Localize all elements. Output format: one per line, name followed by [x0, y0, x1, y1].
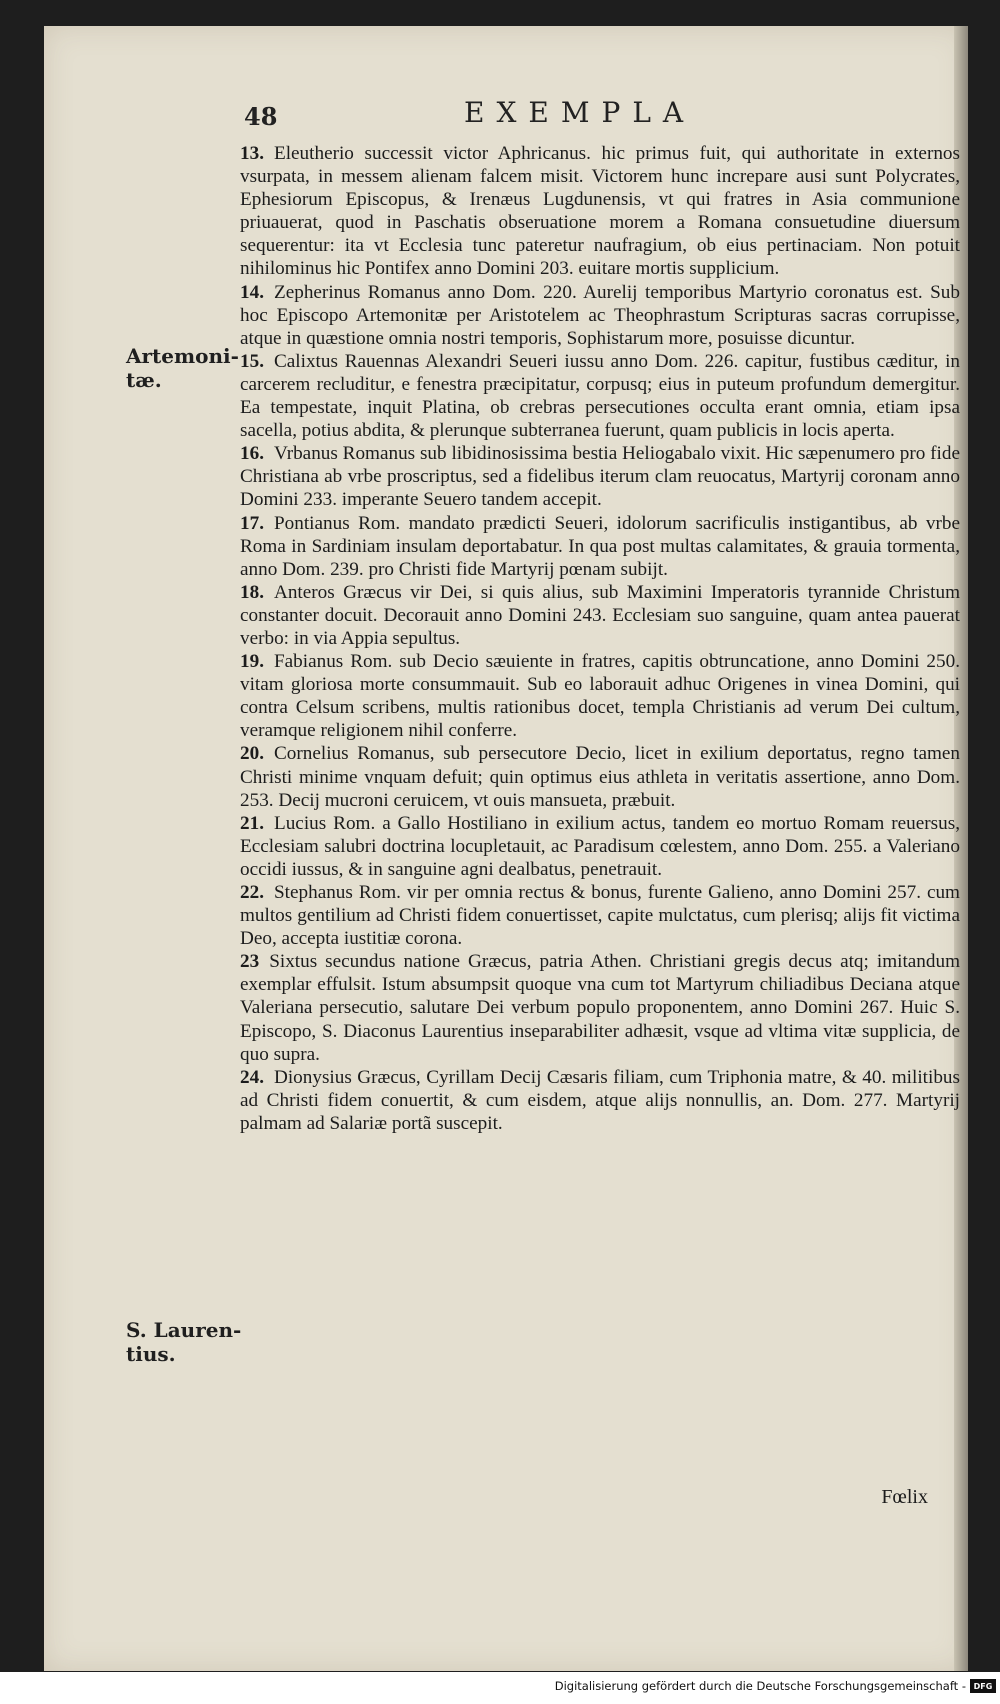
paragraph-text: Zepherinus Romanus anno Dom. 220. Aurelij temporibus Martyrio coronatus est. Sub hoc Episcopo Artemonitæ per Aristotelem ac Theophrastum Scripturas sacras corrupisse, atque in quæstione omnia nostri temporis, Sophistarum more, posuisse dicuntur. [240, 281, 960, 349]
paragraph-number: 17. [240, 512, 264, 534]
paragraph-number: 18. [240, 581, 264, 603]
dfg-logo: DFG [970, 1679, 996, 1693]
paragraph [240, 1066, 960, 1135]
paragraph [240, 442, 960, 511]
paragraph-number: 24. [240, 1066, 264, 1088]
paragraph [240, 812, 960, 881]
digitization-footer [0, 1672, 1000, 1704]
body-text [240, 142, 960, 1135]
paragraph-number: 16. [240, 443, 264, 465]
paragraph [240, 742, 960, 811]
paragraph [240, 281, 960, 350]
footer-credit: Digitalisierung gefördert durch die Deutsche Forschungsgemeinschaft - [554, 1679, 966, 1693]
paragraph-number: 13. [240, 143, 264, 164]
catchword: Fœlix [881, 1486, 928, 1508]
paragraph-text: Fabianus Rom. sub Decio sæuiente in fratres, capitis obtruncatione, anno Domini 250. vitam gloriosa morte consummauit. Sub eo laborauit adhuc Origenes in vinea Domini, qui contra Celsum scribens, multis rationibus docet, templa Christianis ad verum Dei cultum, veramque religionem nihil conferre. [240, 651, 960, 742]
running-head: EXEMPLA [464, 96, 696, 129]
paragraph-text: Stephanus Rom. vir per omnia rectus & bonus, furente Galieno, anno Domini 257. cum multos gentilium ad Christi fidem conuertisset, capite mulctatus, cum plerisq; alijs fit victima Deo, accepta iustitiæ corona. [240, 882, 960, 950]
paragraph-number: 15. [240, 350, 264, 372]
paragraph-text: Vrbanus Romanus sub libidinosissima bestia Heliogabalo vixit. Hic sæpenumero pro fide Christiana ab vrbe proscriptus, sed a fidelibus iterum clam reuocatus, Martyrij coronam anno Domini 233. imperante Seuero tandem accepit. [240, 443, 960, 511]
margin-note-artemonitae: Artemoni-tæ. [126, 344, 239, 392]
paragraph-text: Calixtus Rauennas Alexandri Seueri iussu anno Dom. 226. capitur, fustibus cæditur, in carcerem recluditur, e fenestra præcipitatur, corpusq; eius in puteum profundum demergitur. Ea tempestate, inquit Platina, ob crebras persecutiones occulta erant omnia, etiam ipsa sacella, potius abdita, & plerunque subterranea fuerunt, quam publicis in locis aperta. [240, 350, 960, 442]
paragraph [240, 950, 960, 1065]
paragraph [240, 650, 960, 742]
paragraph-number: 21. [240, 812, 264, 834]
paragraph-text: Pontianus Rom. mandato prædicti Seueri, idolorum sacrificulis instigantibus, ab vrbe Roma in Sardiniam insulam deportabatur. In qua post multas calamitates, & grauia tormenta, anno Dom. 239. pro Christi fide Martyrij pœnam subijt. [240, 512, 960, 580]
margin-note-laurentius: S. Lauren-tius. [126, 1318, 242, 1366]
paragraph-text: Eleutherio successit victor Aphricanus. hic primus fuit, qui authoritate in externos vsurpata, in messem alienam falcem misit. Victorem hunc increpare ausi sunt Polycrates, Ephesiorum Episcopus, & Irenæus Lugdunensis, vt qui fratres in Asia communione priuauerat, quod in Paschatis obseruatione morem a Romana consuetudine diuersum sequerentur: ita vt Ecclesia tunc pateretur naufragium, ob eius pertinaciam. Non potuit nihilominus hic Pontifex anno Domini 203. euitare mortis supplicium. [240, 143, 960, 280]
paragraph [240, 142, 960, 281]
paragraph-text: Dionysius Græcus, Cyrillam Decij Cæsaris filiam, cum Triphonia matre, & 40. militibus ad Christi fidem conuertit, & cum eisdem, atque alijs nonnullis, an. Dom. 277. Martyrij palmam ad Salariæ portã suscepit. [240, 1066, 960, 1134]
page-number: 48 [244, 102, 278, 131]
paragraph-number: 22. [240, 882, 264, 903]
paragraph-text: Sixtus secundus natione Græcus, patria Athen. Christiani gregis decus atq; imitandum exemplar effulsit. Istum absumpsit quoque vna cum tot Martyrum chiliadibus Deciana atque Valeriana persecutio, salutare Dei verbum populo proponentem, anno Domini 267. Huic S. Episcopo, S. Diaconus Laurentius inseparabiliter adhæsit, vsque ad vltima vitæ supplicia, de quo supra. [240, 951, 960, 1065]
book-page [44, 26, 968, 1671]
paragraph [240, 581, 960, 650]
paragraph [240, 350, 960, 442]
paragraph-number: 14. [240, 281, 264, 303]
paragraph-text: Cornelius Romanus, sub persecutore Decio, licet in exilium deportatus, regno tamen Christi minime vnquam defuit; quin optimus eius athleta in veritatis assertione, anno Dom. 253. Decij mucroni ceruicem, vt ouis mansueta, præbuit. [240, 743, 960, 811]
paragraph [240, 881, 960, 950]
paragraph-number: 19. [240, 651, 264, 673]
paragraph-text: Anteros Græcus vir Dei, si quis alius, sub Maximini Imperatoris tyrannide Christum constanter docuit. Decorauit anno Domini 243. Ecclesiam suo sanguine, quam antea pauerat verbo: in via Appia sepultus. [240, 581, 960, 649]
paragraph-number: 20. [240, 743, 264, 765]
page-header [44, 96, 968, 136]
paragraph [240, 512, 960, 581]
paragraph-text: Lucius Rom. a Gallo Hostiliano in exilium actus, tandem eo mortuo Romam reuersus, Ecclesiam salubri doctrina locupletauit, ac Paradisum cœlestem, anno Dom. 255. a Valeriano occidi iussus, & in sanguine agni dealbatus, penetrauit. [240, 812, 960, 880]
paragraph-number: 23 [240, 951, 260, 973]
